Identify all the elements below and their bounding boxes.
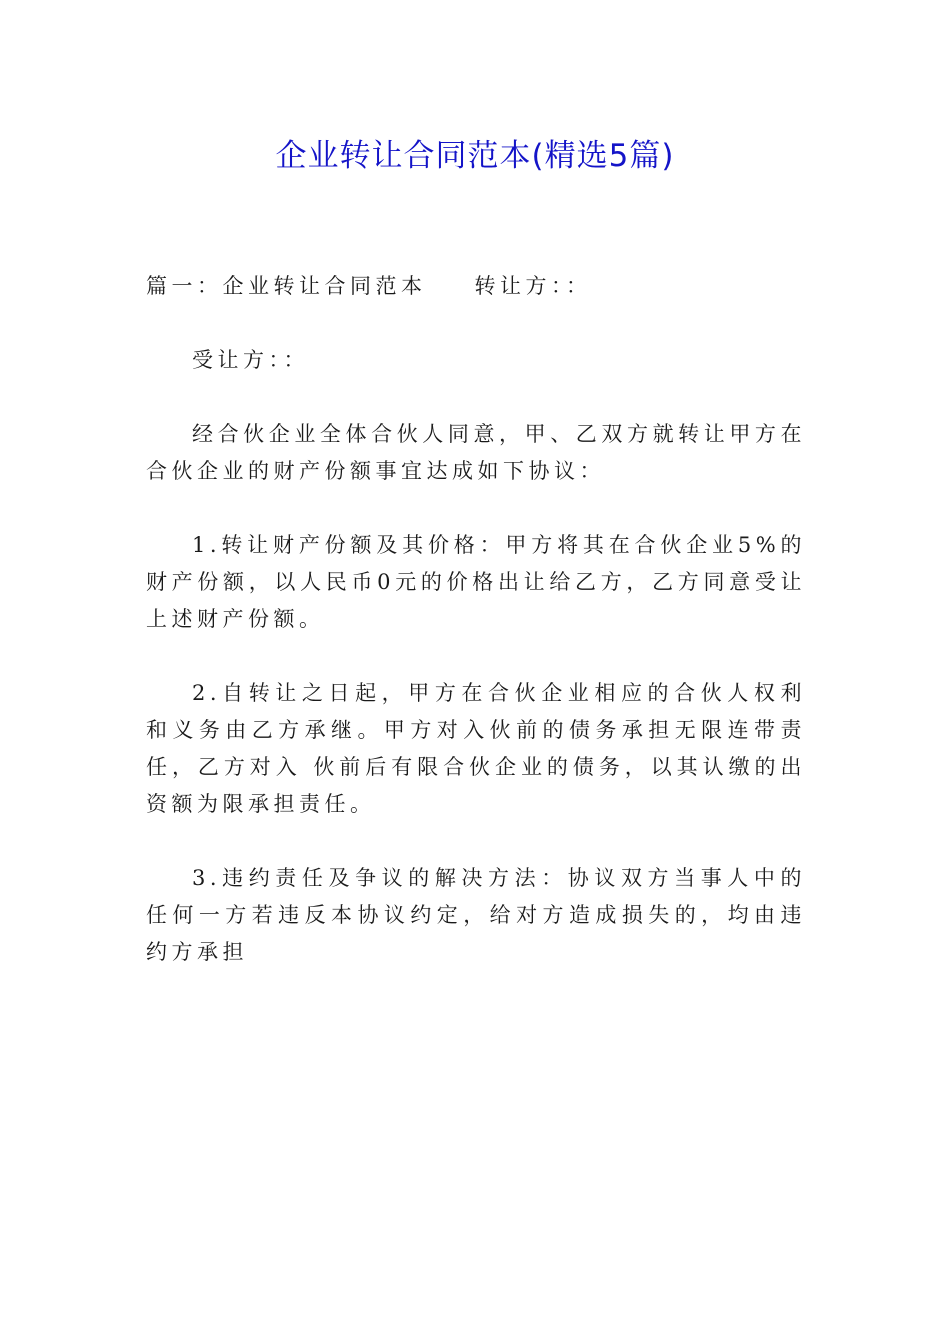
document-title: 企业转让合同范本(精选5篇): [275, 138, 675, 174]
transferor-label: 转让方：：: [474, 274, 592, 298]
paragraph-intro: 经合伙企业全体合伙人同意，甲、乙双方就转让甲方在合伙企业的财产份额事宜达成如下协议：: [146, 422, 806, 483]
section-title: 篇一：企业转让合同范本: [146, 274, 427, 298]
document-body: [146, 268, 806, 1008]
paragraph-clause-2: 2.自转让之日起，甲方在合伙企业相应的合伙人权利和义务由乙方承继。甲方对入伙前的债务承担无限连带责任，乙方对入 伙前后有限合伙企业的债务，以其认缴的出资额为限承担责任。: [146, 681, 806, 816]
paragraph-clause-1: 1.转让财产份额及其价格：甲方将其在合伙企业5%的财产份额，以人民币0元的价格出让给乙方，乙方同意受让上述财产份额。: [146, 533, 806, 631]
section-header-line: [146, 268, 806, 305]
paragraph-clause-3: 3.违约责任及争议的解决方法：协议双方当事人中的任何一方若违反本协议约定，给对方造成损失的，均由违约方承担: [146, 866, 806, 964]
transferee-label: 受让方：：: [192, 348, 309, 372]
